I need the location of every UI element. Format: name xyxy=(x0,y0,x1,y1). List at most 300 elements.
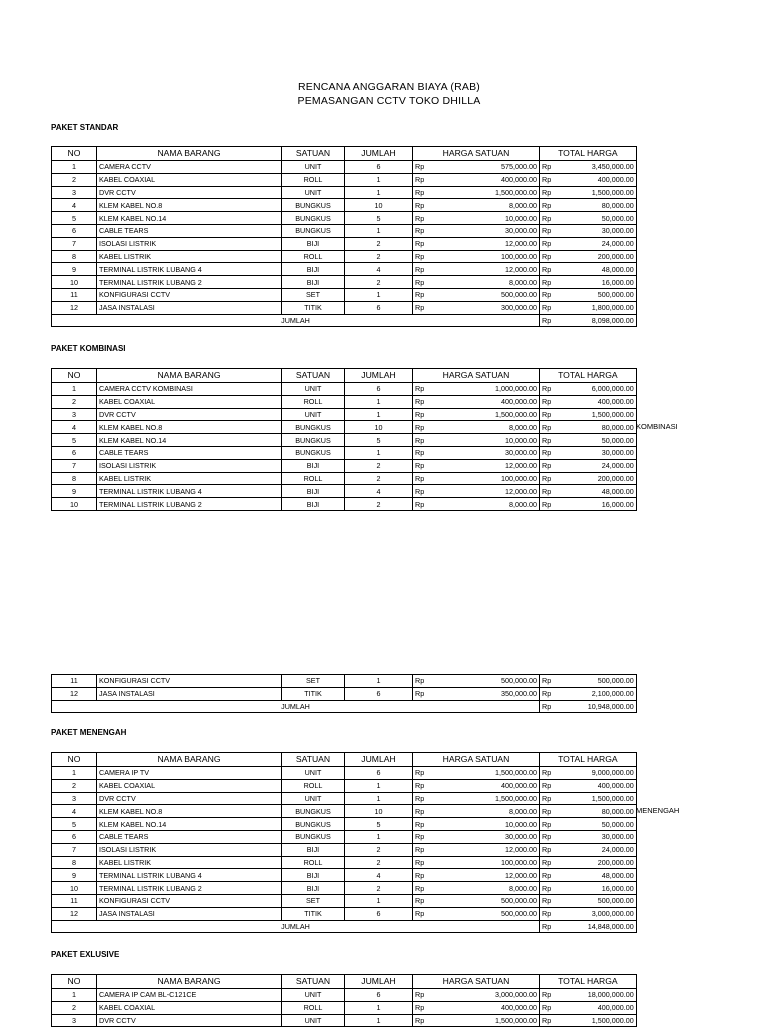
header-no: NO xyxy=(52,975,97,989)
cell-harga-satuan: 10,000.00 xyxy=(437,212,540,225)
cell-jumlah: 1 xyxy=(345,288,413,301)
table-paket-exlusive xyxy=(51,974,637,1027)
cell-harga-satuan: 10,000.00 xyxy=(437,818,540,831)
cell-currency: Rp xyxy=(413,869,437,882)
table-row xyxy=(52,224,637,237)
header-no: NO xyxy=(52,753,97,767)
table-row xyxy=(52,212,637,225)
cell-satuan: ROLL xyxy=(282,250,345,263)
cell-total-harga: 1,500,000.00 xyxy=(553,408,636,421)
table-row xyxy=(52,805,637,818)
cell-currency: Rp xyxy=(540,767,554,780)
cell-currency: Rp xyxy=(540,276,554,289)
table-row xyxy=(52,408,637,421)
header-total-harga: TOTAL HARGA xyxy=(540,147,637,161)
cell-currency: Rp xyxy=(413,446,437,459)
cell-currency: Rp xyxy=(540,288,554,301)
cell-currency: Rp xyxy=(540,186,554,199)
header-total-harga: TOTAL HARGA xyxy=(540,753,637,767)
cell-total-harga: 500,000.00 xyxy=(553,288,636,301)
cell-no: 5 xyxy=(52,212,97,225)
cell-jumlah: 1 xyxy=(345,395,413,408)
table-row xyxy=(52,434,637,447)
cell-jumlah: 4 xyxy=(345,485,413,498)
cell-no: 1 xyxy=(52,767,97,780)
cell-nama-barang: TERMINAL LISTRIK LUBANG 4 xyxy=(97,485,282,498)
cell-nama-barang: KABEL COAXIAL xyxy=(97,1001,282,1014)
table-row xyxy=(52,276,637,289)
cell-satuan: UNIT xyxy=(282,383,345,396)
cell-nama-barang: ISOLASI LISTRIK xyxy=(97,843,282,856)
cell-nama-barang: KONFIGURASI CCTV xyxy=(97,894,282,907)
cell-satuan: BIJI xyxy=(282,276,345,289)
cell-nama-barang: TERMINAL LISTRIK LUBANG 2 xyxy=(97,276,282,289)
cell-no: 8 xyxy=(52,472,97,485)
table-paket-kombinasi xyxy=(51,368,637,511)
cell-satuan: SET xyxy=(282,894,345,907)
cell-jumlah: 1 xyxy=(345,1014,413,1027)
cell-nama-barang: DVR CCTV xyxy=(97,408,282,421)
cell-total-harga: 1,800,000.00 xyxy=(553,301,636,314)
table-sum-row xyxy=(52,700,637,712)
cell-satuan: UNIT xyxy=(282,186,345,199)
cell-jumlah: 10 xyxy=(345,805,413,818)
header-harga-satuan: HARGA SATUAN xyxy=(413,975,540,989)
header-jumlah: JUMLAH xyxy=(345,975,413,989)
cell-satuan: BIJI xyxy=(282,485,345,498)
cell-harga-satuan: 12,000.00 xyxy=(437,869,540,882)
cell-nama-barang: KABEL LISTRIK xyxy=(97,472,282,485)
table-row xyxy=(52,421,637,434)
cell-total-harga: 500,000.00 xyxy=(553,894,636,907)
cell-no: 3 xyxy=(52,408,97,421)
cell-nama-barang: KLEM KABEL NO.14 xyxy=(97,434,282,447)
cell-satuan: BIJI xyxy=(282,237,345,250)
table-paket-menengah xyxy=(51,752,637,933)
cell-no: 8 xyxy=(52,856,97,869)
cell-harga-satuan: 400,000.00 xyxy=(437,1001,540,1014)
cell-currency: Rp xyxy=(540,408,554,421)
cell-harga-satuan: 500,000.00 xyxy=(437,288,540,301)
cell-currency: Rp xyxy=(540,301,554,314)
table-row xyxy=(52,199,637,212)
cell-jumlah: 2 xyxy=(345,843,413,856)
table-row xyxy=(52,395,637,408)
cell-currency: Rp xyxy=(413,830,437,843)
cell-harga-satuan: 8,000.00 xyxy=(437,199,540,212)
table-row xyxy=(52,161,637,174)
header-satuan: SATUAN xyxy=(282,975,345,989)
cell-harga-satuan: 1,500,000.00 xyxy=(437,767,540,780)
cell-satuan: UNIT xyxy=(282,767,345,780)
cell-currency: Rp xyxy=(413,882,437,895)
document-title-line1: RENCANA ANGGARAN BIAYA (RAB) xyxy=(297,81,480,93)
cell-no: 1 xyxy=(52,161,97,174)
cell-nama-barang: KABEL COAXIAL xyxy=(97,173,282,186)
cell-currency: Rp xyxy=(413,843,437,856)
cell-currency: Rp xyxy=(540,805,554,818)
cell-currency: Rp xyxy=(540,224,554,237)
cell-currency: Rp xyxy=(540,869,554,882)
cell-nama-barang: ISOLASI LISTRIK xyxy=(97,459,282,472)
header-nama-barang: NAMA BARANG xyxy=(97,975,282,989)
document-title-line2: PEMASANGAN CCTV TOKO DHILLA xyxy=(297,95,481,107)
header-satuan: SATUAN xyxy=(282,369,345,383)
header-nama-barang: NAMA BARANG xyxy=(97,369,282,383)
cell-nama-barang: CABLE TEARS xyxy=(97,830,282,843)
cell-harga-satuan: 12,000.00 xyxy=(437,263,540,276)
cell-currency: Rp xyxy=(413,805,437,818)
cell-currency: Rp xyxy=(413,186,437,199)
cell-nama-barang: JASA INSTALASI xyxy=(97,907,282,920)
cell-harga-satuan: 350,000.00 xyxy=(437,687,540,700)
cell-no: 11 xyxy=(52,894,97,907)
table-row xyxy=(52,288,637,301)
cell-satuan: TITIK xyxy=(282,301,345,314)
cell-currency: Rp xyxy=(540,856,554,869)
cell-satuan: BUNGKUS xyxy=(282,805,345,818)
cell-satuan: UNIT xyxy=(282,161,345,174)
cell-nama-barang: DVR CCTV xyxy=(97,792,282,805)
cell-nama-barang: KABEL LISTRIK xyxy=(97,856,282,869)
table-row xyxy=(52,485,637,498)
header-satuan: SATUAN xyxy=(282,753,345,767)
cell-satuan: BUNGKUS xyxy=(282,830,345,843)
cell-currency: Rp xyxy=(413,212,437,225)
cell-harga-satuan: 400,000.00 xyxy=(437,173,540,186)
cell-currency: Rp xyxy=(540,434,554,447)
table-header-row xyxy=(52,369,637,383)
cell-harga-satuan: 300,000.00 xyxy=(437,301,540,314)
cell-currency: Rp xyxy=(540,395,554,408)
header-jumlah: JUMLAH xyxy=(345,147,413,161)
sum-total: 14,848,000.00 xyxy=(553,920,636,932)
cell-currency: Rp xyxy=(540,237,554,250)
cell-currency: Rp xyxy=(413,856,437,869)
header-satuan: SATUAN xyxy=(282,147,345,161)
cell-no: 6 xyxy=(52,830,97,843)
cell-no: 2 xyxy=(52,395,97,408)
cell-nama-barang: TERMINAL LISTRIK LUBANG 2 xyxy=(97,882,282,895)
cell-jumlah: 2 xyxy=(345,459,413,472)
table-row xyxy=(52,882,637,895)
cell-harga-satuan: 8,000.00 xyxy=(437,882,540,895)
table-row xyxy=(52,459,637,472)
package-label-exlusive: PAKET EXLUSIVE xyxy=(51,950,120,959)
cell-jumlah: 6 xyxy=(345,161,413,174)
cell-total-harga: 1,500,000.00 xyxy=(553,1014,636,1027)
table-row xyxy=(52,779,637,792)
cell-total-harga: 50,000.00 xyxy=(553,818,636,831)
cell-currency: Rp xyxy=(540,830,554,843)
package-label-kombinasi: PAKET KOMBINASI xyxy=(51,344,126,353)
cell-no: 6 xyxy=(52,224,97,237)
cell-no: 2 xyxy=(52,779,97,792)
cell-satuan: BIJI xyxy=(282,459,345,472)
header-no: NO xyxy=(52,147,97,161)
cell-jumlah: 2 xyxy=(345,250,413,263)
cell-no: 7 xyxy=(52,459,97,472)
cell-no: 12 xyxy=(52,907,97,920)
cell-currency: Rp xyxy=(413,818,437,831)
cell-nama-barang: ISOLASI LISTRIK xyxy=(97,237,282,250)
cell-currency: Rp xyxy=(413,767,437,780)
cell-currency: Rp xyxy=(413,675,437,688)
cell-no: 12 xyxy=(52,301,97,314)
cell-total-harga: 48,000.00 xyxy=(553,263,636,276)
cell-currency: Rp xyxy=(413,485,437,498)
cell-currency: Rp xyxy=(413,1014,437,1027)
cell-satuan: BUNGKUS xyxy=(282,212,345,225)
cell-satuan: ROLL xyxy=(282,173,345,186)
cell-harga-satuan: 400,000.00 xyxy=(437,395,540,408)
cell-no: 3 xyxy=(52,792,97,805)
cell-satuan: BIJI xyxy=(282,843,345,856)
header-nama-barang: NAMA BARANG xyxy=(97,753,282,767)
cell-currency: Rp xyxy=(540,907,554,920)
cell-no: 7 xyxy=(52,237,97,250)
package-label-menengah: PAKET MENENGAH xyxy=(51,728,127,737)
table-row xyxy=(52,301,637,314)
cell-jumlah: 6 xyxy=(345,767,413,780)
header-jumlah: JUMLAH xyxy=(345,753,413,767)
cell-total-harga: 500,000.00 xyxy=(553,675,636,688)
table-paket-kombinasi-cont xyxy=(51,674,637,713)
cell-currency: Rp xyxy=(540,1014,554,1027)
cell-nama-barang: KLEM KABEL NO.8 xyxy=(97,421,282,434)
cell-currency: Rp xyxy=(540,700,554,712)
cell-harga-satuan: 1,500,000.00 xyxy=(437,1014,540,1027)
cell-satuan: BIJI xyxy=(282,263,345,276)
cell-currency: Rp xyxy=(540,675,554,688)
cell-jumlah: 1 xyxy=(345,675,413,688)
cell-nama-barang: KLEM KABEL NO.8 xyxy=(97,199,282,212)
cell-currency: Rp xyxy=(413,687,437,700)
cell-harga-satuan: 12,000.00 xyxy=(437,459,540,472)
cell-jumlah: 6 xyxy=(345,989,413,1002)
cell-currency: Rp xyxy=(413,894,437,907)
cell-harga-satuan: 30,000.00 xyxy=(437,446,540,459)
cell-currency: Rp xyxy=(413,395,437,408)
cell-jumlah: 1 xyxy=(345,446,413,459)
cell-currency: Rp xyxy=(413,199,437,212)
cell-no: 12 xyxy=(52,687,97,700)
table-row xyxy=(52,989,637,1002)
cell-currency: Rp xyxy=(413,276,437,289)
table-row xyxy=(52,186,637,199)
cell-currency: Rp xyxy=(540,843,554,856)
cell-nama-barang: CAMERA IP TV xyxy=(97,767,282,780)
table-row xyxy=(52,792,637,805)
cell-nama-barang: TERMINAL LISTRIK LUBANG 2 xyxy=(97,498,282,511)
cell-jumlah: 1 xyxy=(345,830,413,843)
table-row xyxy=(52,830,637,843)
table-row xyxy=(52,472,637,485)
sum-label: JUMLAH xyxy=(52,314,540,326)
cell-nama-barang: DVR CCTV xyxy=(97,186,282,199)
cell-no: 11 xyxy=(52,288,97,301)
cell-currency: Rp xyxy=(540,779,554,792)
cell-no: 5 xyxy=(52,434,97,447)
cell-satuan: ROLL xyxy=(282,1001,345,1014)
cell-satuan: BUNGKUS xyxy=(282,446,345,459)
cell-currency: Rp xyxy=(540,882,554,895)
cell-total-harga: 9,000,000.00 xyxy=(553,767,636,780)
cell-no: 2 xyxy=(52,1001,97,1014)
cell-nama-barang: TERMINAL LISTRIK LUBANG 4 xyxy=(97,263,282,276)
cell-no: 8 xyxy=(52,250,97,263)
cell-satuan: ROLL xyxy=(282,472,345,485)
cell-currency: Rp xyxy=(540,459,554,472)
cell-total-harga: 24,000.00 xyxy=(553,237,636,250)
cell-satuan: BIJI xyxy=(282,869,345,882)
cell-total-harga: 3,000,000.00 xyxy=(553,907,636,920)
cell-currency: Rp xyxy=(413,383,437,396)
header-harga-satuan: HARGA SATUAN xyxy=(413,753,540,767)
cell-nama-barang: KLEM KABEL NO.14 xyxy=(97,212,282,225)
cell-total-harga: 2,100,000.00 xyxy=(553,687,636,700)
cell-currency: Rp xyxy=(413,408,437,421)
header-total-harga: TOTAL HARGA xyxy=(540,975,637,989)
cell-nama-barang: CAMERA CCTV xyxy=(97,161,282,174)
cell-no: 11 xyxy=(52,675,97,688)
cell-satuan: SET xyxy=(282,675,345,688)
table-header-row xyxy=(52,753,637,767)
cell-harga-satuan: 1,500,000.00 xyxy=(437,186,540,199)
cell-jumlah: 5 xyxy=(345,434,413,447)
cell-satuan: ROLL xyxy=(282,856,345,869)
cell-currency: Rp xyxy=(413,907,437,920)
cell-currency: Rp xyxy=(540,314,554,326)
cell-no: 9 xyxy=(52,263,97,276)
cell-currency: Rp xyxy=(413,472,437,485)
cell-harga-satuan: 575,000.00 xyxy=(437,161,540,174)
cell-currency: Rp xyxy=(540,1001,554,1014)
table-row xyxy=(52,1014,637,1027)
cell-currency: Rp xyxy=(540,498,554,511)
cell-currency: Rp xyxy=(413,792,437,805)
table-row xyxy=(52,869,637,882)
table-row xyxy=(52,173,637,186)
cell-no: 4 xyxy=(52,421,97,434)
cell-total-harga: 400,000.00 xyxy=(553,1001,636,1014)
cell-currency: Rp xyxy=(413,459,437,472)
cell-total-harga: 50,000.00 xyxy=(553,434,636,447)
cell-harga-satuan: 1,500,000.00 xyxy=(437,792,540,805)
cell-currency: Rp xyxy=(413,498,437,511)
table-row xyxy=(52,383,637,396)
cell-no: 9 xyxy=(52,485,97,498)
cell-satuan: UNIT xyxy=(282,408,345,421)
cell-satuan: BUNGKUS xyxy=(282,818,345,831)
cell-harga-satuan: 30,000.00 xyxy=(437,830,540,843)
cell-jumlah: 1 xyxy=(345,173,413,186)
cell-currency: Rp xyxy=(540,212,554,225)
cell-harga-satuan: 8,000.00 xyxy=(437,805,540,818)
table-row xyxy=(52,250,637,263)
cell-currency: Rp xyxy=(540,199,554,212)
cell-jumlah: 5 xyxy=(345,818,413,831)
cell-no: 7 xyxy=(52,843,97,856)
cell-total-harga: 30,000.00 xyxy=(553,224,636,237)
cell-no: 10 xyxy=(52,882,97,895)
cell-total-harga: 1,500,000.00 xyxy=(553,186,636,199)
sum-label: JUMLAH xyxy=(52,700,540,712)
cell-total-harga: 200,000.00 xyxy=(553,856,636,869)
cell-no: 1 xyxy=(52,989,97,1002)
side-label-kombinasi: KOMBINASI xyxy=(636,422,678,431)
cell-nama-barang: KONFIGURASI CCTV xyxy=(97,675,282,688)
cell-jumlah: 6 xyxy=(345,383,413,396)
table-row xyxy=(52,856,637,869)
cell-nama-barang: TERMINAL LISTRIK LUBANG 4 xyxy=(97,869,282,882)
header-nama-barang: NAMA BARANG xyxy=(97,147,282,161)
cell-currency: Rp xyxy=(540,989,554,1002)
cell-no: 4 xyxy=(52,199,97,212)
cell-satuan: ROLL xyxy=(282,395,345,408)
cell-no: 3 xyxy=(52,186,97,199)
cell-harga-satuan: 12,000.00 xyxy=(437,485,540,498)
cell-jumlah: 1 xyxy=(345,792,413,805)
cell-no: 2 xyxy=(52,173,97,186)
cell-currency: Rp xyxy=(413,250,437,263)
sum-label: JUMLAH xyxy=(52,920,540,932)
cell-satuan: BUNGKUS xyxy=(282,421,345,434)
cell-total-harga: 400,000.00 xyxy=(553,395,636,408)
cell-nama-barang: JASA INSTALASI xyxy=(97,301,282,314)
cell-currency: Rp xyxy=(540,894,554,907)
cell-harga-satuan: 30,000.00 xyxy=(437,224,540,237)
table-paket-standar xyxy=(51,146,637,327)
cell-jumlah: 1 xyxy=(345,894,413,907)
cell-nama-barang: KLEM KABEL NO.8 xyxy=(97,805,282,818)
cell-total-harga: 16,000.00 xyxy=(553,882,636,895)
cell-currency: Rp xyxy=(540,446,554,459)
cell-currency: Rp xyxy=(540,161,554,174)
cell-satuan: BIJI xyxy=(282,498,345,511)
table-row xyxy=(52,1001,637,1014)
header-no: NO xyxy=(52,369,97,383)
cell-jumlah: 6 xyxy=(345,907,413,920)
cell-currency: Rp xyxy=(413,263,437,276)
table-row xyxy=(52,818,637,831)
cell-harga-satuan: 500,000.00 xyxy=(437,894,540,907)
cell-no: 4 xyxy=(52,805,97,818)
cell-jumlah: 5 xyxy=(345,212,413,225)
table-header-row xyxy=(52,147,637,161)
cell-currency: Rp xyxy=(413,173,437,186)
cell-total-harga: 400,000.00 xyxy=(553,779,636,792)
header-total-harga: TOTAL HARGA xyxy=(540,369,637,383)
cell-jumlah: 10 xyxy=(345,421,413,434)
cell-currency: Rp xyxy=(413,237,437,250)
cell-harga-satuan: 100,000.00 xyxy=(437,250,540,263)
cell-total-harga: 80,000.00 xyxy=(553,421,636,434)
cell-currency: Rp xyxy=(413,779,437,792)
cell-satuan: BUNGKUS xyxy=(282,434,345,447)
table-row xyxy=(52,237,637,250)
cell-jumlah: 1 xyxy=(345,224,413,237)
cell-currency: Rp xyxy=(540,485,554,498)
cell-currency: Rp xyxy=(413,1001,437,1014)
cell-total-harga: 24,000.00 xyxy=(553,843,636,856)
cell-satuan: UNIT xyxy=(282,792,345,805)
cell-currency: Rp xyxy=(413,161,437,174)
header-harga-satuan: HARGA SATUAN xyxy=(413,369,540,383)
cell-satuan: ROLL xyxy=(282,779,345,792)
table-row xyxy=(52,687,637,700)
package-label-standar: PAKET STANDAR xyxy=(51,123,119,132)
